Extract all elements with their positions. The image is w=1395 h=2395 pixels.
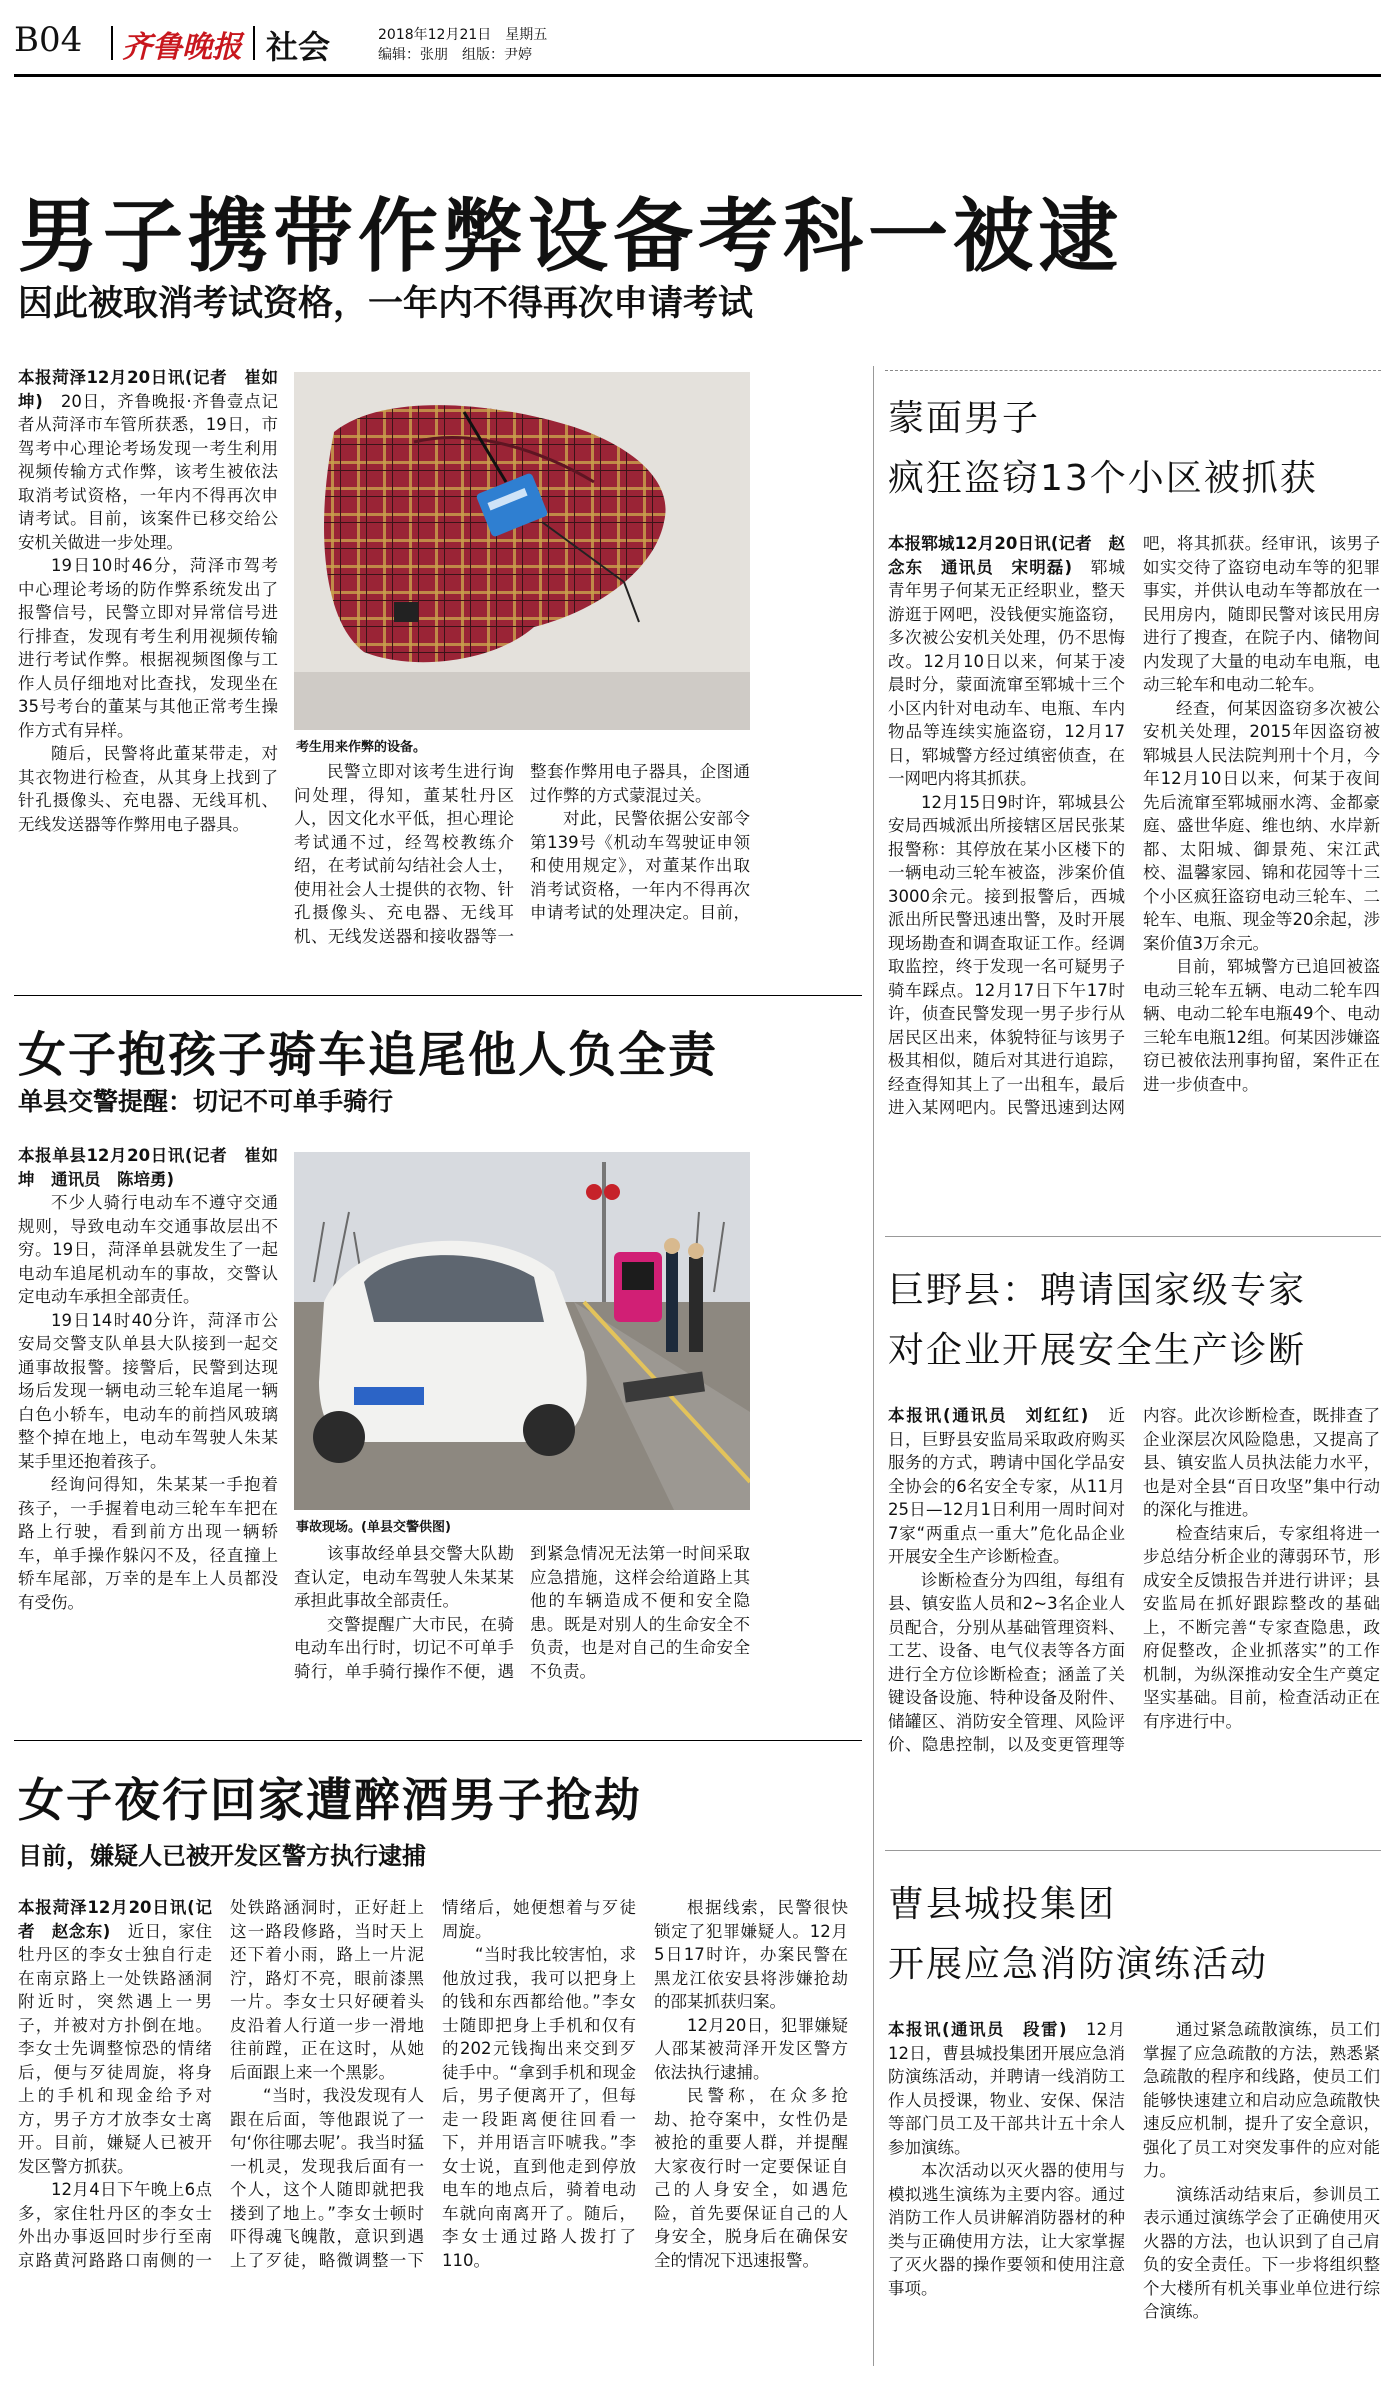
story2-subhead: 单县交警提醒：切记不可单手骑行 — [18, 1087, 394, 1116]
story2-column-2 — [294, 1542, 750, 1688]
story5-paragraph: 检查结束后，专家组将进一步总结分析企业的薄弱环节，形成安全反馈报告并进行讲评；县安监局在抓好跟踪整改的基础上，不断完善“专家查隐患，政府促整改，企业抓落实”的工作机制，为纵深推动安全生产奠定坚实基础。目前，检查活动正在有序进行中。 — [1143, 1523, 1380, 1731]
story6-body — [888, 2018, 1380, 2368]
story1-headline: 男子携带作弊设备考科一被逮 — [18, 190, 1123, 283]
story1-photo-caption: 考生用来作弊的设备。 — [296, 740, 427, 755]
story6-paragraph: 12月12日，曹县城投集团开展应急消防演练活动，并聘请一线消防工作人员授课，物业、安保、保洁等部门员工及干部共计五十余人参加演练。 — [888, 2020, 1126, 2157]
story3-headline: 女子夜行回家遭醉酒男子抢劫 — [18, 1773, 642, 1827]
story-divider — [885, 1850, 1381, 1851]
story5-paragraph: 诊断检查分为四组，每组有县、镇安监人员和2~3名企业人员配合，分别从基础管理资料、工艺、设备、电气仪表等各方面进行全方位诊断检查；涵盖了关键设备设施、特种设备及附件、储罐区、消防安全管理、风险评价、隐患控制，以及变更管理等内容。此次诊断检查，既排查了企业深层次风险隐患，又提高了县、镇安监人员执法能力水平，也是对全县“百日攻坚”集中行动的深化与推进。 — [888, 1406, 1380, 1754]
story6-paragraph: 通过紧急疏散演练，员工们掌握了应急疏散的方法，熟悉紧急疏散的程序和线路，使员工们能够快速建立和启动应急疏散快速反应机制，提升了安全意识，强化了员工对突发事件的应对能力。 — [1143, 2020, 1380, 2180]
masthead-rule — [14, 74, 1381, 77]
story2-photo-caption: 事故现场。(单县交警供图) — [296, 1520, 451, 1535]
story5-dateline: 本报讯(通讯员 刘红红) — [888, 1406, 1089, 1425]
story3-paragraph: 民警称，在众多抢劫、抢夺案中，女性仍是被抢的重要人群，并提醒大家夜行时一定要保证自己的人身安全，如遇危险，首先要保证自己的人身安全，脱身后在确保安全的情况下迅速报警。 — [654, 2086, 848, 2270]
story6-dateline: 本报讯(通讯员 段雷) — [888, 2020, 1067, 2039]
story4-body — [888, 532, 1380, 1222]
story1-paragraph: 民警立即对该考生进行询问处理，得知，董某牡丹区人，因文化水平低，担心理论考试通不过，经驾校教练介绍，在考试前勾结社会人士，使用社会人士提供的衣物、针孔摄像头、充电器、无线耳机、无线发送器和接收器等一整套作弊用电子器具，企图通过作弊的方式蒙混过关。 — [294, 762, 750, 946]
page-number: B04 — [14, 20, 83, 60]
story1-paragraph: 对此，民警依据公安部令第139号《机动车驾驶证申领和使用规定》，对董某作出取消考试资格，一年内不得再次申请考试的处理决定。目前， — [530, 809, 750, 922]
story1-column-2 — [294, 760, 750, 960]
story4-headline-line1: 蒙面男子 — [888, 398, 1041, 439]
story3-paragraph: “当时，我没发现有人跟在后面，等他跟说了一句‘你往哪去呢’。我当时猛一机灵，发现我后面有一个人，这个人随即就把我搂到了地上。”李女士顿时吓得魂飞魄散，意识到遇上了歹徒，略微调整一下情绪后，她便想着与歹徒周旋。 — [230, 1898, 636, 2270]
masthead-divider — [253, 26, 255, 60]
story5-headline-line1: 巨野县：聘请国家级专家 — [888, 1270, 1307, 1311]
story-divider — [14, 995, 862, 996]
story4-dateline: 本报郓城12月20日讯(记者 赵念东 通讯员 宋明磊) — [888, 534, 1125, 577]
story2-headline: 女子抱孩子骑车追尾他人负全责 — [18, 1027, 719, 1083]
editor-credits: 编辑：张朋 组版：尹婷 — [378, 47, 532, 63]
story3-paragraph: 12月20日，犯罪嫌疑人邵某被菏泽开发区警方依法执行逮捕。 — [654, 2015, 848, 2082]
story3-paragraph: 根据线索，民警很快锁定了犯罪嫌疑人。12月5日17时许，办案民警在黑龙江依安县将涉嫌抢劫的邵某抓获归案。 — [654, 1898, 848, 2011]
masthead-divider — [111, 26, 113, 60]
story5-body — [888, 1404, 1380, 1828]
accident-scene-photo — [294, 1152, 750, 1510]
story6-headline-line1: 曹县城投集团 — [888, 1884, 1117, 1925]
story1-subhead: 因此被取消考试资格，一年内不得再次申请考试 — [18, 284, 754, 324]
story4-headline-line2: 疯狂盗窃13个小区被抓获 — [888, 458, 1318, 499]
story-divider — [885, 1236, 1381, 1237]
story4-paragraph: 经查，何某因盗窃多次被公安机关处理，2015年因盗窃被郓城县人民法院判刑十个月，今年12月10日以来，何某于夜间先后流窜至郓城丽水湾、金都豪庭、盛世华庭、维也纳、水岸新都、太阳城、御景苑、宋江武校、温馨家园、锦和花园等十三个小区疯狂盗窃电动三轮车、二轮车、电瓶、现金等20余起，涉案价值3万余元。 — [1143, 698, 1380, 953]
story1-column-1 — [18, 366, 278, 836]
story2-paragraph: 交警提醒广大市民，在骑电动车出行时，切记不可单手骑行，单手骑行操作不便，遇到紧急情况无法第一时间采取应急措施，这样会给道路上其他的车辆造成不便和安全隐患。既是对别人的生命安全不负责，也是对自己的生命安全不负责。 — [294, 1544, 750, 1681]
story1-paragraph: 20日，齐鲁晚报·齐鲁壹点记者从菏泽市车管所获悉，19日，市驾考中心理论考场发现一考生利用视频传输方式作弊，该考生被依法取消考试资格，一年内不得再次申请考试。目前，该案件已移交给公安机关做进一步处理。 — [18, 391, 278, 552]
story5-headline-line2: 对企业开展安全生产诊断 — [888, 1330, 1307, 1371]
story6-paragraph: 本次活动以灭火器的使用与模拟逃生演练为主要内容。通过消防工作人员讲解消防器材的种类与正确使用方法，让大家掌握了灭火器的操作要领和使用注意事项。 — [888, 2161, 1125, 2298]
story6-headline-line2: 开展应急消防演练活动 — [888, 1944, 1269, 1985]
section-name: 社会 — [266, 28, 331, 66]
story2-paragraph: 该事故经单县交警大队勘查认定，电动车驾驶人朱某某承担此事故全部责任。 — [294, 1544, 514, 1610]
story1-paragraph: 随后，民警将此董某带走，对其衣物进行检查，从其身上找到了针孔摄像头、充电器、无线耳机、无线发送器等作弊用电子器具。 — [18, 744, 278, 834]
story3-body — [18, 1896, 848, 2366]
story3-subhead: 目前，嫌疑人已被开发区警方执行逮捕 — [18, 1842, 426, 1870]
story2-column-1 — [18, 1144, 278, 1614]
column-divider — [873, 366, 874, 2366]
cheating-device-photo — [294, 372, 750, 730]
story3-paragraph: “当时我比较害怕，求他放过我，我可以把身上的钱和东西都给他。”李女士随即把身上手机和仅有的202元钱掏出来交到歹徒手中。“拿到手机和现金后，男子便离开了，但每走一段距离便往回看一下，并用语言吓唬我。”李女士说，直到他走到停放电车的地点后，骑着电动车就向南离开了。随后，李女士通过路人拨打了110。 — [442, 1945, 636, 2270]
story2-paragraph: 19日14时40分许，菏泽市公安局交警支队单县大队接到一起交通事故报警。接警后，民警到达现场后发现一辆电动三轮车追尾一辆白色小轿车，电动车的前挡风玻璃整个掉在地上，电动车驾驶人朱某某手里还抱着孩子。 — [18, 1310, 278, 1471]
story-divider — [14, 1740, 862, 1741]
story4-paragraph: 目前，郓城警方已追回被盗电动三轮车五辆、电动二轮车四辆、电动二轮车电瓶49个、电动三轮车电瓶12组。何某因涉嫌盗窃已被依法刑事拘留，案件正在进一步侦查中。 — [1143, 957, 1380, 1094]
story2-paragraph: 经询问得知，朱某某一手抱着孩子，一手握着电动三轮车车把在路上行驶，看到前方出现一辆轿车，单手操作躲闪不及，径直撞上轿车尾部，万幸的是车上人员都没有受伤。 — [18, 1475, 278, 1612]
story3-dateline: 本报菏泽12月20日讯(记者 赵念东) — [18, 1898, 212, 1941]
story2-dateline: 本报单县12月20日讯(记者 崔如坤 通讯员 陈培勇) — [18, 1146, 278, 1189]
paper-logo: 齐鲁晚报 — [122, 30, 242, 65]
issue-date: 2018年12月21日 星期五 — [378, 27, 548, 43]
story6-paragraph: 演练活动结束后，参训员工表示通过演练学会了正确使用灭火器的方法，也认识到了自己肩负的安全责任。下一步将组织整个大楼所有机关事业单位进行综合演练。 — [1143, 2184, 1380, 2321]
story3-paragraph: 12月4日下午晚上6点多，家住牡丹区的李女士外出办事返回时步行至南京路黄河路路口南侧的一处铁路涵洞时，正好赶上这一路段修路，当时天上还下着小雨，路上一片泥泞，路灯不亮，眼前漆黑一片。李女士只好硬着头皮沿着人行道一步一滑地往前蹚，正在这时，从她后面跟上来一个黑影。 — [18, 1898, 424, 2270]
rail-top-rule — [885, 370, 1381, 371]
story4-paragraph: 郓城青年男子何某无正经职业，整天游逛于网吧，没钱便实施盗窃，多次被公安机关处理，仍不思悔改。12月10日以来，何某于凌晨时分，蒙面流窜至郓城十三个小区内针对电动车、电瓶、车内物品等连续实施盗窃，12月17日，郓城警方经过缜密侦查，在一网吧内将其抓获。 — [888, 557, 1126, 788]
story1-paragraph: 19日10时46分，菏泽市驾考中心理论考场的防作弊系统发出了报警信号，民警立即对异常信号进行排查，发现有考生利用视频传输进行考试作弊。根据视频图像与工作人员仔细地对比查找，发现坐在35号考台的董某与其他正常考生操作方式有异样。 — [18, 556, 278, 740]
story1-dateline: 本报菏泽12月20日讯(记者 崔如坤) — [18, 368, 278, 411]
story2-paragraph: 不少人骑行电动车不遵守交通规则，导致电动车交通事故层出不穷。19日，菏泽单县就发生了一起电动车追尾机动车的事故，交警认定电动车承担全部责任。 — [18, 1193, 278, 1306]
story3-paragraph: 近日，家住牡丹区的李女士独自行走在南京路上一处铁路涵洞附近时，突然遇上一男子，并被对方扑倒在地。李女士先调整惊恐的情绪后，便与歹徒周旋，将身上的手机和现金给予对方，男子方才放李女士离开。目前，嫌疑人已被开发区警方抓获。 — [18, 1921, 213, 2176]
story5-paragraph: 近日，巨野县安监局采取政府购买服务的方式，聘请中国化学品安全协会的6名安全专家，从11月25日—12月1日利用一周时间对7家“两重点一重大”危化品企业开展安全生产诊断检查。 — [888, 1406, 1125, 1566]
story4-paragraph: 12月15日9时许，郓城县公安局西城派出所接辖区居民张某报警称：其停放在某小区楼下的一辆电动三轮车被盗，涉案价值3000余元。接到报警后，西城派出所民警迅速出警，及时开展现场勘查和调查取证工作。经调取监控，终于发现一名可疑男子骑车踩点。12月17日下午17时许，侦查民警发现一男子步行从居民区出来，体貌特征与该男子极其相似，随后对其进行追踪，经查得知其上了一出租车，最后进入某网吧内。民警迅速到达网吧，将其抓获。经审讯，该男子如实交待了盗窃电动车等的犯罪事实，并供认电动车等都放在一民用房内，随即民警对该民用房进行了搜查，在院子内、储物间内发现了大量的电动车电瓶，电动三轮车和电动二轮车。 — [888, 534, 1380, 1117]
